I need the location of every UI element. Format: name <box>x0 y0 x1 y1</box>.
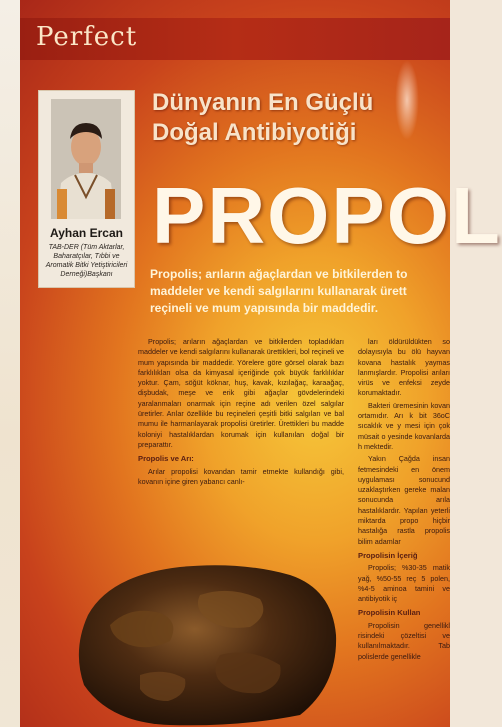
subheading: Propolisin Kullan <box>358 608 421 618</box>
article-column-right <box>358 337 450 664</box>
page-left-margin <box>0 0 20 727</box>
paragraph: Yakın Çağda insan fetmesindeki en önem uygulaması sonucund uzaklaştırken gereke malan sonucunda arıla hastalıklardır. Yapılan yeterli miktarda propo hiçbir hastalığa rastla propolis bilim adamlar <box>358 454 450 546</box>
paragraph: ları öldürüldükten so dolayısıyla bu ölü hayvan kovana hastalık yaymas lanmışlardır. Propolisi arıları virüs ve enfeksi zeyde korumaktadır. <box>358 337 450 398</box>
subheading: Propolisin İçeriğ <box>358 550 418 560</box>
article-lead: Propolis; arıların ağaçlardan ve bitkilerden to maddeler ve kendi salgılarını kullanarak ürett reçineli ve mum yapısında bir maddedir. <box>150 267 408 315</box>
author-portrait-image <box>51 99 121 219</box>
paragraph: Propolis; arıların ağaçlardan ve bitkilerden topladıkları maddeler ve kendi salgılarını kullanarak ürettikleri, bol reçineli ve mum yapısında bir maddedir. Yörelere göre görsel olarak bazı farklılıkları olsa da kimyasal içeriğinde çok büyük farklılıklar yoktur. Çam, söğüt köknar, huş, kavak, kızılağaç, karaağaç, dişbudak, meşe ve erik gibi ağaçlar gövdelerindeki yaralanmaları onarmak için reçine adı verilen özel salgılar üretirler. Arılar özellikle bu reçineleri çeşitli bitki salgıları ve bal mumu ile harmanlayarak propolisi üretirler. Ürettikleri bu madde koloniyi hastalıklardan korumak için kullanılan doğal bir preparattır. <box>138 337 344 449</box>
article-big-title: PROPOL <box>152 171 502 260</box>
propolis-lump-illustration <box>70 555 340 727</box>
article-column-left <box>138 337 344 489</box>
propolis-image <box>70 555 340 727</box>
paragraph: Propolisin genellikl risindeki çözeltisi ve kullanılmaktadır. Tab polislerde genellikle <box>358 620 450 661</box>
article-headline: Dünyanın En Güçlü Doğal Antibiyotiği <box>152 89 374 146</box>
section-title: Perfect <box>36 22 138 52</box>
author-card <box>38 90 135 288</box>
author-photo <box>51 99 121 219</box>
author-bio: TAB-DER (Tüm Aktarlar, Baharatçılar, Tıbbi ve Aromatik Bitki Yetiştiricileri Derneği)Başkanı <box>45 244 128 278</box>
paragraph: Bakteri üremesinin kovan ortamıdır. Arı k bit 36oC sıcaklık ve y mesi için çok müsait o yesinde kovanlarda h mektedir. <box>358 400 450 451</box>
paragraph: Propolis; %30-35 matik yağ, %50-55 reç 5 polen, %4-5 aminoa tamini ve antibiyotik iç <box>358 563 450 604</box>
subheading: Propolis ve Arı: <box>138 454 194 464</box>
author-name: Ayhan Ercan <box>50 226 123 240</box>
paragraph: Arılar propolisi kovandan tamir etmekte kullandığı gibi, kovanın içine giren yabancı canlı- <box>138 466 344 486</box>
